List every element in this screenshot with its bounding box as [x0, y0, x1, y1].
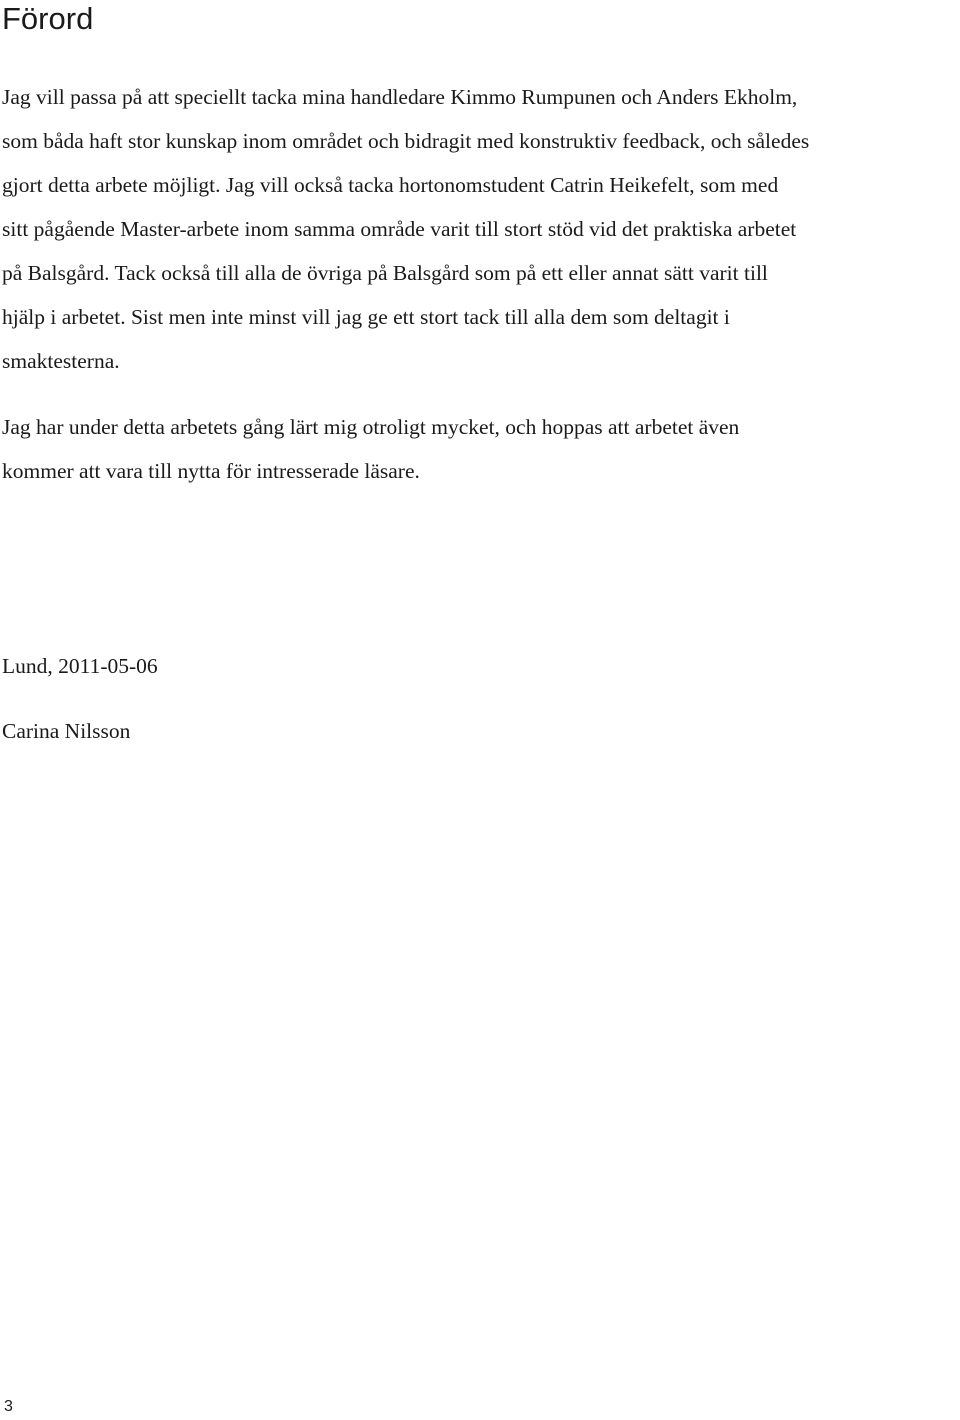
- paragraph-line: Jag vill passa på att speciellt tacka mina handledare Kimmo Rumpunen och Anders Ekholm,: [2, 85, 798, 109]
- paragraph-line: smaktesterna.: [2, 349, 120, 373]
- page-number: 3: [4, 1398, 13, 1415]
- paragraph-line: hjälp i arbetet. Sist men inte minst vill jag ge ett stort tack till alla dem som deltagit i: [2, 305, 730, 329]
- paragraph-line: på Balsgård. Tack också till alla de övriga på Balsgård som på ett eller annat sätt varit till: [2, 261, 768, 285]
- paragraph-line: kommer att vara till nytta för intresserade läsare.: [2, 459, 420, 483]
- place-date: Lund, 2011-05-06: [2, 654, 158, 678]
- paragraph-line: gjort detta arbete möjligt. Jag vill också tacka hortonomstudent Catrin Heikefelt, som med: [2, 173, 779, 197]
- paragraph-line: Jag har under detta arbetets gång lärt mig otroligt mycket, och hoppas att arbetet även: [2, 415, 740, 439]
- page-title: Förord: [2, 1, 94, 36]
- paragraph-line: sitt pågående Master-arbete inom samma område varit till stort stöd vid det praktiska arbetet: [2, 217, 797, 241]
- author-name: Carina Nilsson: [2, 719, 131, 743]
- paragraph-line: som båda haft stor kunskap inom området och bidragit med konstruktiv feedback, och således: [2, 129, 810, 153]
